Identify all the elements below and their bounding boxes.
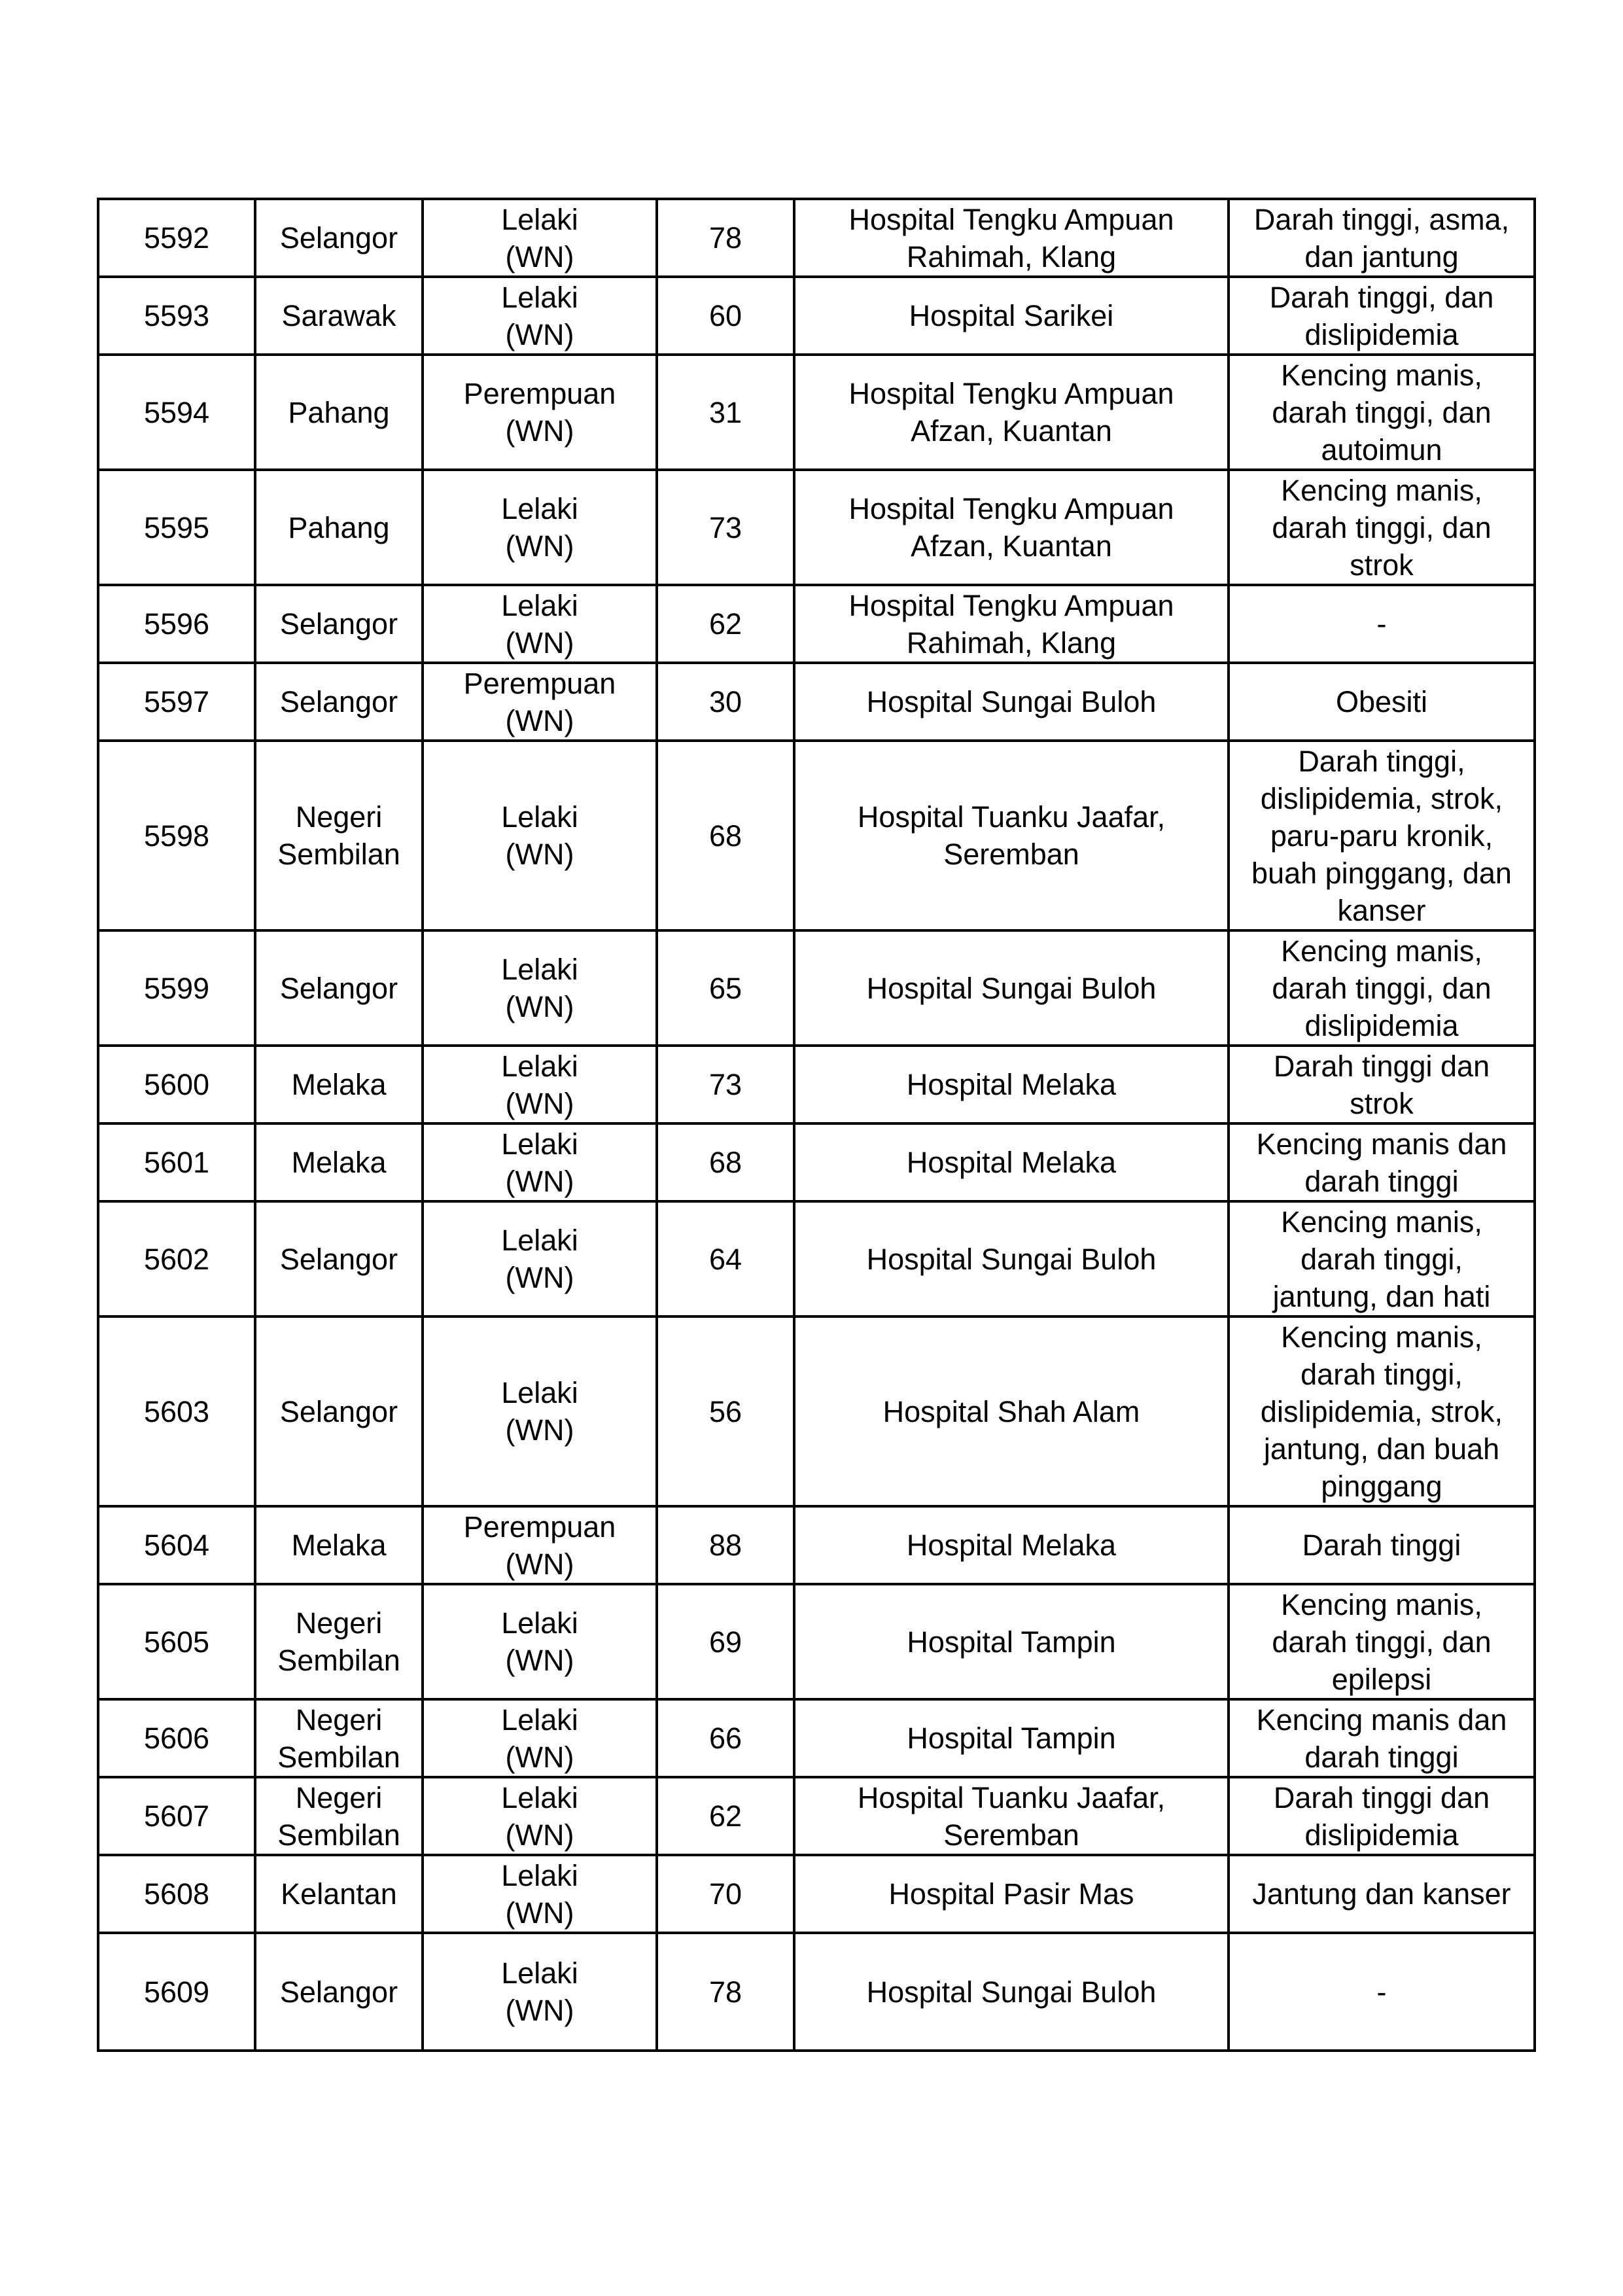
state-line: Selangor (279, 1394, 398, 1428)
gender-line: (WN) (505, 1261, 574, 1294)
hospital-line: Hospital Sungai Buloh (866, 685, 1157, 718)
case-number-cell: 5592 (98, 199, 255, 277)
gender-line: (WN) (505, 1086, 574, 1120)
conditions-line: darah tinggi, dan (1272, 510, 1492, 544)
conditions-line: darah tinggi, dan (1272, 1625, 1492, 1659)
conditions-line: darah tinggi, dan (1272, 395, 1492, 429)
conditions-line: Kencing manis, (1281, 1587, 1482, 1621)
state-line: Melaka (291, 1146, 387, 1179)
hospital-line: Hospital Tampin (907, 1625, 1116, 1659)
age-cell: 30 (657, 663, 794, 741)
case-number-cell: 5607 (98, 1777, 255, 1855)
case-number-cell: 5603 (98, 1316, 255, 1506)
case-number-cell: 5609 (98, 1933, 255, 2051)
gender-line: (WN) (505, 1818, 574, 1852)
gender-cell (423, 1933, 657, 2051)
state-line: Negeri (295, 1606, 383, 1640)
conditions-cell (1229, 1316, 1535, 1506)
conditions-line: dislipidemia (1304, 317, 1459, 351)
conditions-line: Kencing manis, (1281, 1205, 1482, 1239)
table-row (98, 1506, 1535, 1584)
state-cell (255, 1699, 423, 1777)
conditions-line: Darah tinggi dan (1273, 1780, 1490, 1814)
gender-line: Lelaki (501, 953, 578, 986)
table-row (98, 199, 1535, 277)
hospital-line: Hospital Sungai Buloh (866, 971, 1157, 1005)
gender-cell (423, 1506, 657, 1584)
conditions-line: darah tinggi (1304, 1740, 1459, 1774)
gender-cell (423, 277, 657, 355)
age-cell: 69 (657, 1584, 794, 1699)
gender-cell (423, 585, 657, 663)
hospital-line: Afzan, Kuantan (911, 529, 1112, 563)
state-line: Sarawak (281, 299, 396, 332)
conditions-line: jantung, dan buah (1263, 1432, 1500, 1466)
hospital-line: Rahimah, Klang (906, 239, 1117, 274)
gender-line: Lelaki (501, 1127, 578, 1161)
gender-line: (WN) (505, 239, 574, 274)
table-row (98, 1855, 1535, 1933)
conditions-line: Kencing manis dan (1256, 1127, 1507, 1161)
hospital-line: Hospital Tengku Ampuan (848, 492, 1174, 525)
hospital-cell (794, 1584, 1229, 1699)
conditions-cell (1229, 355, 1535, 470)
conditions-line: paru-paru kronik, (1270, 819, 1493, 853)
state-line: Negeri (295, 1780, 383, 1814)
hospital-cell (794, 470, 1229, 585)
state-cell (255, 1201, 423, 1316)
hospital-line: Hospital Tengku Ampuan (848, 588, 1174, 622)
conditions-line: darah tinggi (1304, 1164, 1459, 1198)
gender-line: (WN) (505, 1164, 574, 1198)
hospital-line: Hospital Tampin (907, 1722, 1116, 1755)
case-number-cell: 5599 (98, 930, 255, 1046)
conditions-cell (1229, 930, 1535, 1046)
gender-cell (423, 663, 657, 741)
hospital-cell (794, 1316, 1229, 1506)
table-row (98, 1584, 1535, 1699)
gender-cell (423, 741, 657, 930)
hospital-line: Hospital Melaka (906, 1146, 1117, 1179)
gender-line: (WN) (505, 626, 574, 660)
conditions-cell (1229, 1201, 1535, 1316)
gender-line: Perempuan (463, 1510, 616, 1544)
gender-line: Lelaki (501, 492, 578, 525)
hospital-cell (794, 1699, 1229, 1777)
hospital-cell (794, 585, 1229, 663)
table-row (98, 470, 1535, 585)
gender-line: (WN) (505, 990, 574, 1023)
case-table (97, 198, 1536, 2052)
age-cell: 73 (657, 470, 794, 585)
hospital-cell (794, 1201, 1229, 1316)
state-cell (255, 1777, 423, 1855)
state-line: Pahang (288, 395, 390, 429)
table-row (98, 1777, 1535, 1855)
age-cell: 65 (657, 930, 794, 1046)
gender-cell (423, 470, 657, 585)
gender-cell (423, 930, 657, 1046)
conditions-cell (1229, 1699, 1535, 1777)
state-line: Negeri (295, 800, 383, 834)
case-number-cell: 5606 (98, 1699, 255, 1777)
gender-line: Lelaki (501, 588, 578, 622)
hospital-cell (794, 355, 1229, 470)
gender-line: Lelaki (501, 1049, 578, 1083)
conditions-line: Darah tinggi, dan (1269, 280, 1494, 314)
conditions-line: dislipidemia (1304, 1818, 1459, 1852)
state-cell (255, 1123, 423, 1201)
state-cell (255, 930, 423, 1046)
conditions-line: darah tinggi, (1300, 1357, 1463, 1391)
age-cell: 60 (657, 277, 794, 355)
state-line: Sembilan (277, 1818, 400, 1852)
table-row (98, 1316, 1535, 1506)
gender-line: Lelaki (501, 1780, 578, 1814)
conditions-cell (1229, 1046, 1535, 1123)
hospital-cell (794, 930, 1229, 1046)
age-cell: 78 (657, 199, 794, 277)
gender-line: Lelaki (501, 1224, 578, 1257)
case-number-cell: 5594 (98, 355, 255, 470)
state-cell (255, 1506, 423, 1584)
case-number-cell: 5598 (98, 741, 255, 930)
case-number-cell: 5605 (98, 1584, 255, 1699)
table-row (98, 741, 1535, 930)
gender-cell (423, 1123, 657, 1201)
age-cell: 88 (657, 1506, 794, 1584)
gender-line: (WN) (505, 1740, 574, 1774)
conditions-line: Obesiti (1335, 685, 1428, 718)
hospital-line: Hospital Tengku Ampuan (848, 202, 1174, 236)
conditions-line: dan jantung (1304, 239, 1459, 274)
hospital-line: Rahimah, Klang (906, 626, 1117, 660)
case-table-body (98, 199, 1535, 2051)
state-cell (255, 277, 423, 355)
conditions-cell (1229, 1584, 1535, 1699)
state-cell (255, 1584, 423, 1699)
hospital-line: Hospital Pasir Mas (888, 1877, 1134, 1911)
state-line: Selangor (279, 685, 398, 718)
gender-line: Lelaki (501, 1376, 578, 1409)
hospital-line: Afzan, Kuantan (911, 414, 1112, 448)
gender-line: Lelaki (501, 1606, 578, 1640)
table-row (98, 1046, 1535, 1123)
hospital-cell (794, 1506, 1229, 1584)
conditions-line: dislipidemia, strok, (1260, 1394, 1503, 1428)
hospital-cell (794, 1855, 1229, 1933)
state-line: Sembilan (277, 1644, 400, 1677)
gender-line: (WN) (505, 1413, 574, 1447)
gender-line: (WN) (505, 1896, 574, 1930)
hospital-line: Seremban (943, 1818, 1079, 1852)
hospital-line: Hospital Shah Alam (882, 1394, 1140, 1428)
conditions-cell (1229, 663, 1535, 741)
conditions-cell (1229, 1933, 1535, 2051)
age-cell: 56 (657, 1316, 794, 1506)
gender-cell (423, 199, 657, 277)
state-cell (255, 741, 423, 930)
hospital-line: Hospital Tengku Ampuan (848, 377, 1174, 410)
gender-line: Lelaki (501, 280, 578, 314)
table-row (98, 930, 1535, 1046)
hospital-cell (794, 1123, 1229, 1201)
state-cell (255, 1855, 423, 1933)
case-number-cell: 5604 (98, 1506, 255, 1584)
case-number-cell: 5597 (98, 663, 255, 741)
gender-line: Perempuan (463, 377, 616, 410)
conditions-cell (1229, 199, 1535, 277)
state-cell (255, 1933, 423, 2051)
conditions-line: epilepsi (1331, 1662, 1432, 1696)
gender-line: Lelaki (501, 1858, 578, 1892)
hospital-line: Hospital Sungai Buloh (866, 1975, 1157, 2009)
conditions-line: Kencing manis, (1281, 358, 1482, 392)
age-cell: 78 (657, 1933, 794, 2051)
case-number-cell: 5595 (98, 470, 255, 585)
case-number-cell: 5601 (98, 1123, 255, 1201)
table-row (98, 663, 1535, 741)
state-cell (255, 1316, 423, 1506)
case-number-cell: 5593 (98, 277, 255, 355)
state-line: Selangor (279, 607, 398, 641)
state-cell (255, 1046, 423, 1123)
case-number-cell: 5600 (98, 1046, 255, 1123)
conditions-line: strok (1350, 548, 1414, 582)
conditions-line: darah tinggi, dan (1272, 971, 1492, 1005)
gender-line: Lelaki (501, 800, 578, 834)
conditions-cell (1229, 1855, 1535, 1933)
conditions-cell (1229, 470, 1535, 585)
table-row (98, 355, 1535, 470)
state-line: Kelantan (281, 1877, 397, 1911)
gender-cell (423, 1855, 657, 1933)
hospital-line: Hospital Melaka (906, 1068, 1117, 1101)
state-line: Selangor (279, 971, 398, 1005)
state-cell (255, 470, 423, 585)
conditions-line: - (1376, 607, 1387, 641)
conditions-cell (1229, 1777, 1535, 1855)
conditions-cell (1229, 1506, 1535, 1584)
table-row (98, 1201, 1535, 1316)
hospital-cell (794, 663, 1229, 741)
conditions-line: Kencing manis dan (1256, 1703, 1507, 1737)
conditions-line: Jantung dan kanser (1252, 1877, 1511, 1911)
gender-cell (423, 1777, 657, 1855)
hospital-line: Hospital Sungai Buloh (866, 1242, 1157, 1276)
state-cell (255, 585, 423, 663)
state-line: Melaka (291, 1528, 387, 1562)
table-row (98, 1933, 1535, 2051)
gender-cell (423, 1584, 657, 1699)
state-line: Negeri (295, 1703, 383, 1737)
gender-cell (423, 355, 657, 470)
state-line: Selangor (279, 1242, 398, 1276)
conditions-line: Darah tinggi dan (1273, 1049, 1490, 1083)
conditions-cell (1229, 585, 1535, 663)
age-cell: 68 (657, 741, 794, 930)
hospital-line: Hospital Tuanku Jaafar, (857, 1780, 1166, 1814)
age-cell: 68 (657, 1123, 794, 1201)
case-number-cell: 5608 (98, 1855, 255, 1933)
state-line: Melaka (291, 1068, 387, 1101)
hospital-cell (794, 1046, 1229, 1123)
hospital-cell (794, 1933, 1229, 2051)
gender-line: Perempuan (463, 666, 616, 700)
gender-line: (WN) (505, 703, 574, 737)
gender-cell (423, 1046, 657, 1123)
state-cell (255, 663, 423, 741)
state-line: Selangor (279, 221, 398, 255)
hospital-line: Hospital Sarikei (909, 299, 1114, 332)
conditions-line: dislipidemia, strok, (1260, 781, 1503, 815)
state-cell (255, 199, 423, 277)
hospital-cell (794, 199, 1229, 277)
hospital-line: Hospital Melaka (906, 1528, 1117, 1562)
state-line: Sembilan (277, 838, 400, 871)
gender-line: Lelaki (501, 202, 578, 236)
conditions-line: Kencing manis, (1281, 1320, 1482, 1354)
conditions-line: dislipidemia (1304, 1008, 1459, 1042)
conditions-line: strok (1350, 1086, 1414, 1120)
conditions-cell (1229, 1123, 1535, 1201)
conditions-line: darah tinggi, (1300, 1242, 1463, 1276)
age-cell: 66 (657, 1699, 794, 1777)
gender-cell (423, 1699, 657, 1777)
gender-line: (WN) (505, 1644, 574, 1677)
case-number-cell: 5602 (98, 1201, 255, 1316)
age-cell: 70 (657, 1855, 794, 1933)
conditions-line: jantung, dan hati (1272, 1279, 1491, 1313)
hospital-cell (794, 277, 1229, 355)
conditions-line: autoimun (1321, 433, 1442, 467)
table-row (98, 585, 1535, 663)
conditions-cell (1229, 277, 1535, 355)
age-cell: 73 (657, 1046, 794, 1123)
conditions-line: Darah tinggi, (1298, 744, 1465, 778)
conditions-line: buah pinggang, dan (1251, 856, 1512, 890)
table-row (98, 1699, 1535, 1777)
state-line: Sembilan (277, 1740, 400, 1774)
state-cell (255, 355, 423, 470)
conditions-line: Kencing manis, (1281, 473, 1482, 507)
hospital-cell (794, 1777, 1229, 1855)
conditions-cell (1229, 741, 1535, 930)
conditions-line: - (1376, 1975, 1387, 2009)
hospital-cell (794, 741, 1229, 930)
hospital-line: Hospital Tuanku Jaafar, (857, 800, 1166, 834)
age-cell: 62 (657, 585, 794, 663)
gender-line: (WN) (505, 529, 574, 563)
gender-line: (WN) (505, 1994, 574, 2027)
state-line: Pahang (288, 510, 390, 544)
gender-cell (423, 1201, 657, 1316)
conditions-line: Kencing manis, (1281, 934, 1482, 968)
hospital-line: Seremban (943, 838, 1079, 871)
table-row (98, 277, 1535, 355)
age-cell: 62 (657, 1777, 794, 1855)
conditions-line: Darah tinggi, asma, (1253, 202, 1510, 236)
conditions-line: kanser (1337, 893, 1426, 927)
gender-line: Lelaki (501, 1703, 578, 1737)
conditions-line: pinggang (1321, 1469, 1442, 1503)
gender-line: (WN) (505, 1547, 574, 1581)
table-row (98, 1123, 1535, 1201)
state-line: Selangor (279, 1975, 398, 2009)
gender-line: (WN) (505, 838, 574, 871)
age-cell: 64 (657, 1201, 794, 1316)
gender-cell (423, 1316, 657, 1506)
gender-line: (WN) (505, 414, 574, 448)
conditions-line: Darah tinggi (1302, 1528, 1461, 1562)
case-number-cell: 5596 (98, 585, 255, 663)
gender-line: Lelaki (501, 1956, 578, 1990)
age-cell: 31 (657, 355, 794, 470)
gender-line: (WN) (505, 317, 574, 351)
